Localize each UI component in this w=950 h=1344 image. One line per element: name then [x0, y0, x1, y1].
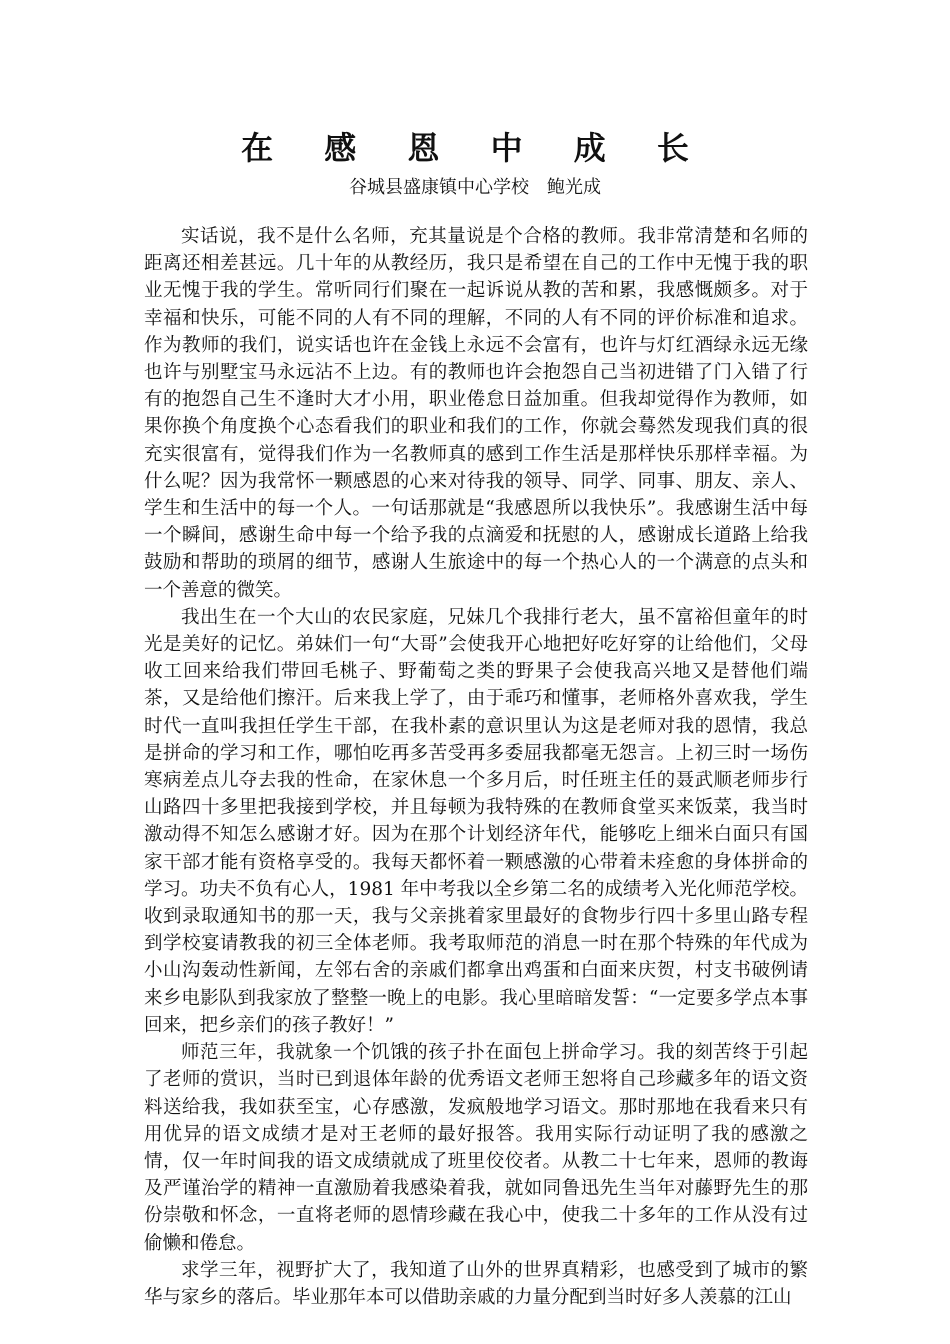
paragraph: 师范三年，我就象一个饥饿的孩子扑在面包上拼命学习。我的刻苦终于引起了老师的赏识，当时已到退体年龄的优秀语文老师王恕将自己珍藏多年的语文资料送给我，我如获至宝，心存感激，发疯般地学习语文。那时那地在我看来只有用优异的语文成绩才是对王老师的最好报答。我用实际行动证明了我的感激之情，仅一年时间我的语文成绩就成了班里佼佼者。从教二十七年来，恩师的教诲及严谨治学的精神一直激励着我感染着我，就如同鲁迅先生当年对藤野先生的那份崇敬和怀念，一直将老师的恩情珍藏在我心中，使我二十多年的工作从没有过偷懒和倦怠。: [144, 1042, 808, 1254]
paragraph: 我出生在一个大山的农民家庭，兄妹几个我排行老大，虽不富裕但童年的时光是美好的记忆。弟妹们一句“大哥”会使我开心地把好吃好穿的让给他们，父母收工回来给我们带回毛桃子、野葡萄之类的野果子会使我高兴地又是替他们端茶，又是给他们擦汗。后来我上学了，由于乖巧和懂事，老师格外喜欢我，学生时代一直叫我担任学生干部，在我朴素的意识里认为这是老师对我的恩情，我总是拼命的学习和工作，哪怕吃再多苦受再多委屈我都毫无怨言。上初三时一场伤寒病差点儿夺去我的性命，在家休息一个多月后，时任班主任的聂武顺老师步行山路四十多里把我接到学校，并且每顿为我特殊的在教师食堂买来饭菜，我当时激动得不知怎么感谢才好。因为在那个计划经济年代，能够吃上细米白面只有国家干部才能有资格享受的。我每天都怀着一颗感激的心带着未痊愈的身体拼命的学习。功夫不负有心人，1981 年中考我以全乡第二名的成绩考入光化师范学校。收到录取通知书的那一天，我与父亲挑着家里最好的食物步行四十多里山路专程到学校宴请教我的初三全体老师。我考取师范的消息一时在那个特殊的年代成为小山沟轰动性新闻，左邻右舍的亲戚们都拿出鸡蛋和白面来庆贺，村支书破例请来乡电影队到我家放了整整一晚上的电影。我心里暗暗发誓：“一定要多学点本事回来，把乡亲们的孩子教好！”: [144, 606, 808, 1036]
author-byline: 谷城县盛康镇中心学校 鲍光成: [349, 177, 601, 198]
paragraph: 求学三年，视野扩大了，我知道了山外的世界真精彩，也感受到了城市的繁华与家乡的落后。毕业那年本可以借助亲戚的力量分配到当时好多人羡慕的江山: [144, 1259, 808, 1308]
document-title: 在 感 恩 中 成 长: [241, 129, 709, 167]
document-body: [144, 223, 808, 1323]
paragraph: 实话说，我不是什么名师，充其量说是个合格的教师。我非常清楚和名师的距离还相差甚远。几十年的从教经历，我只是希望在自己的工作中无愧于我的职业无愧于我的学生。常听同行们聚在一起诉说从教的苦和累，我感慨颇多。对于幸福和快乐，可能不同的人有不同的理解，不同的人有不同的评价标准和追求。作为教师的我们，说实话也许在金钱上永远不会富有，也许与灯红酒绿永远无缘也许与别墅宝马永远沾不上边。有的教师也许会抱怨自己当初进错了门入错了行有的抱怨自己生不逢时大才小用，职业倦怠日益加重。但我却觉得作为教师，如果你换个角度换个心态看我们的职业和我们的工作，你就会蓦然发现我们真的很充实很富有，觉得我们作为一名教师真的感到工作生活是那样快乐那样幸福。为什么呢？因为我常怀一颗感恩的心来对待我的领导、同学、同事、朋友、亲人、学生和生活中的每一个人。一句话那就是“我感恩所以我快乐”。我感谢生活中每一个瞬间，感谢生命中每一个给予我的点滴爱和抚慰的人，感谢成长道路上给我鼓励和帮助的琐屑的细节，感谢人生旅途中的每一个热心人的一个满意的点头和一个善意的微笑。: [144, 226, 808, 601]
